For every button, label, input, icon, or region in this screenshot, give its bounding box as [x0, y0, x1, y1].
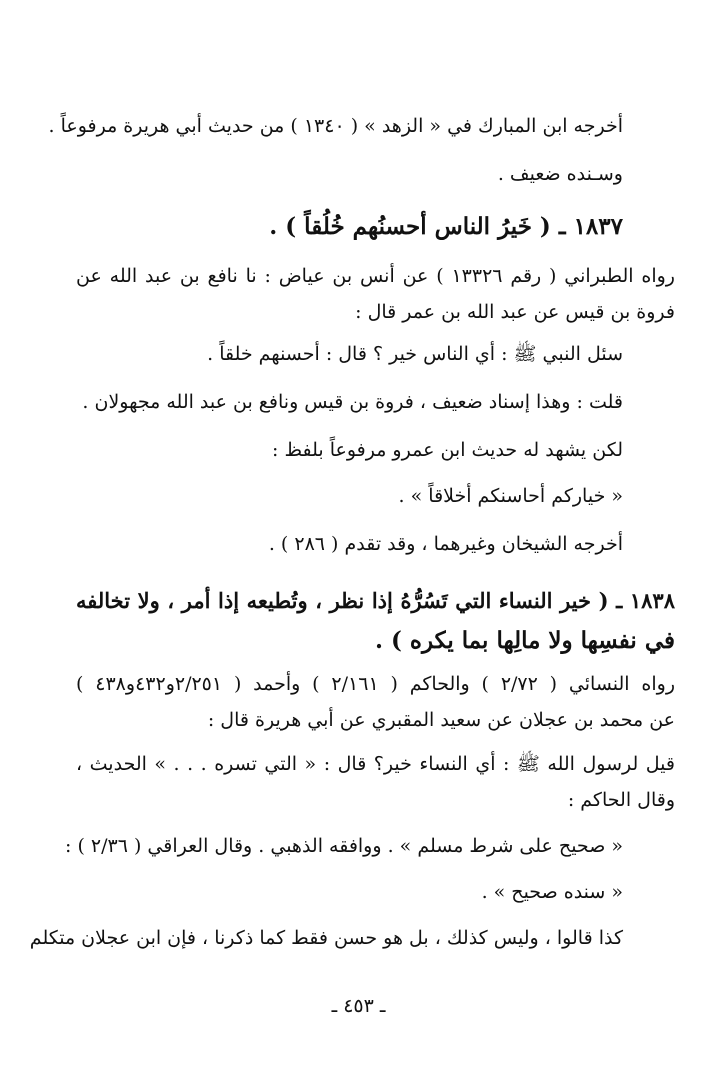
text-line-8: لكن يشهد له حديث ابن عمرو مرفوعاً بلفظ : [272, 439, 623, 461]
text-line-13: رواه النسائي ( ٢/٧٢ ) والحاكم ( ٢/١٦١ ) وأحمد ( ٢/٢٥١و٤٣٢و٤٣٨ ) [76, 673, 676, 695]
text-line-1: أخرجه ابن المبارك في « الزهد » ( ١٣٤٠ ) من حديث أبي هريرة مرفوعاً . [48, 115, 623, 137]
quote-line-17: « صحيح على شرط مسلم » . ووافقه الذهبي . وقال العراقي ( ٢/٣٦ ) : [65, 835, 623, 857]
page-number: ـ ٤٥٣ ـ [331, 995, 386, 1017]
text-line-2: وسـنده ضعيف . [497, 163, 623, 185]
quote-line-18: « سنده صحيح » . [481, 881, 623, 903]
text-line-10: أخرجه الشيخان وغيرهما ، وقد تقدم ( ٢٨٦ ) . [268, 533, 623, 555]
hadith-heading-1838: ١٨٣٨ ـ ( خير النساء التي تَسُرُّهُ إذا نظر ، وتُطيعه إذا أمر ، ولا تخالفه [76, 588, 675, 613]
text-line-5: فروة بن قيس عن عبد الله بن عمر قال : [355, 301, 675, 323]
quote-line-9: « خياركم أحاسنكم أخلاقاً » . [398, 485, 623, 507]
text-line-15: قيل لرسول الله ﷺ : أي النساء خير؟ قال : « التي تسره . . . » الحديث ، [76, 753, 675, 775]
text-line-14: عن محمد بن عجلان عن سعيد المقبري عن أبي هريرة قال : [207, 709, 675, 731]
hadith-heading-1838-cont: في نفسِها ولا مالِها بما يكره ) . [375, 627, 675, 654]
text-line-16: وقال الحاكم : [567, 789, 675, 811]
text-line-19: كذا قالوا ، وليس كذلك ، بل هو حسن فقط كما ذكرنا ، فإن ابن عجلان متكلم [29, 927, 623, 949]
text-line-7: قلت : وهذا إسناد ضعيف ، فروة بن قيس ونافع بن عبد الله مجهولان . [82, 391, 623, 413]
text-line-4: رواه الطبراني ( رقم ١٣٣٢٦ ) عن أنس بن عياض : نا نافع بن عبد الله عن [76, 265, 675, 287]
hadith-heading-1837: ١٨٣٧ ـ ( خَيرُ الناس أحسنُهم خُلُقاً ) . [269, 213, 623, 240]
text-line-6: سئل النبي ﷺ : أي الناس خير ؟ قال : أحسنهم خلقاً . [207, 343, 623, 365]
